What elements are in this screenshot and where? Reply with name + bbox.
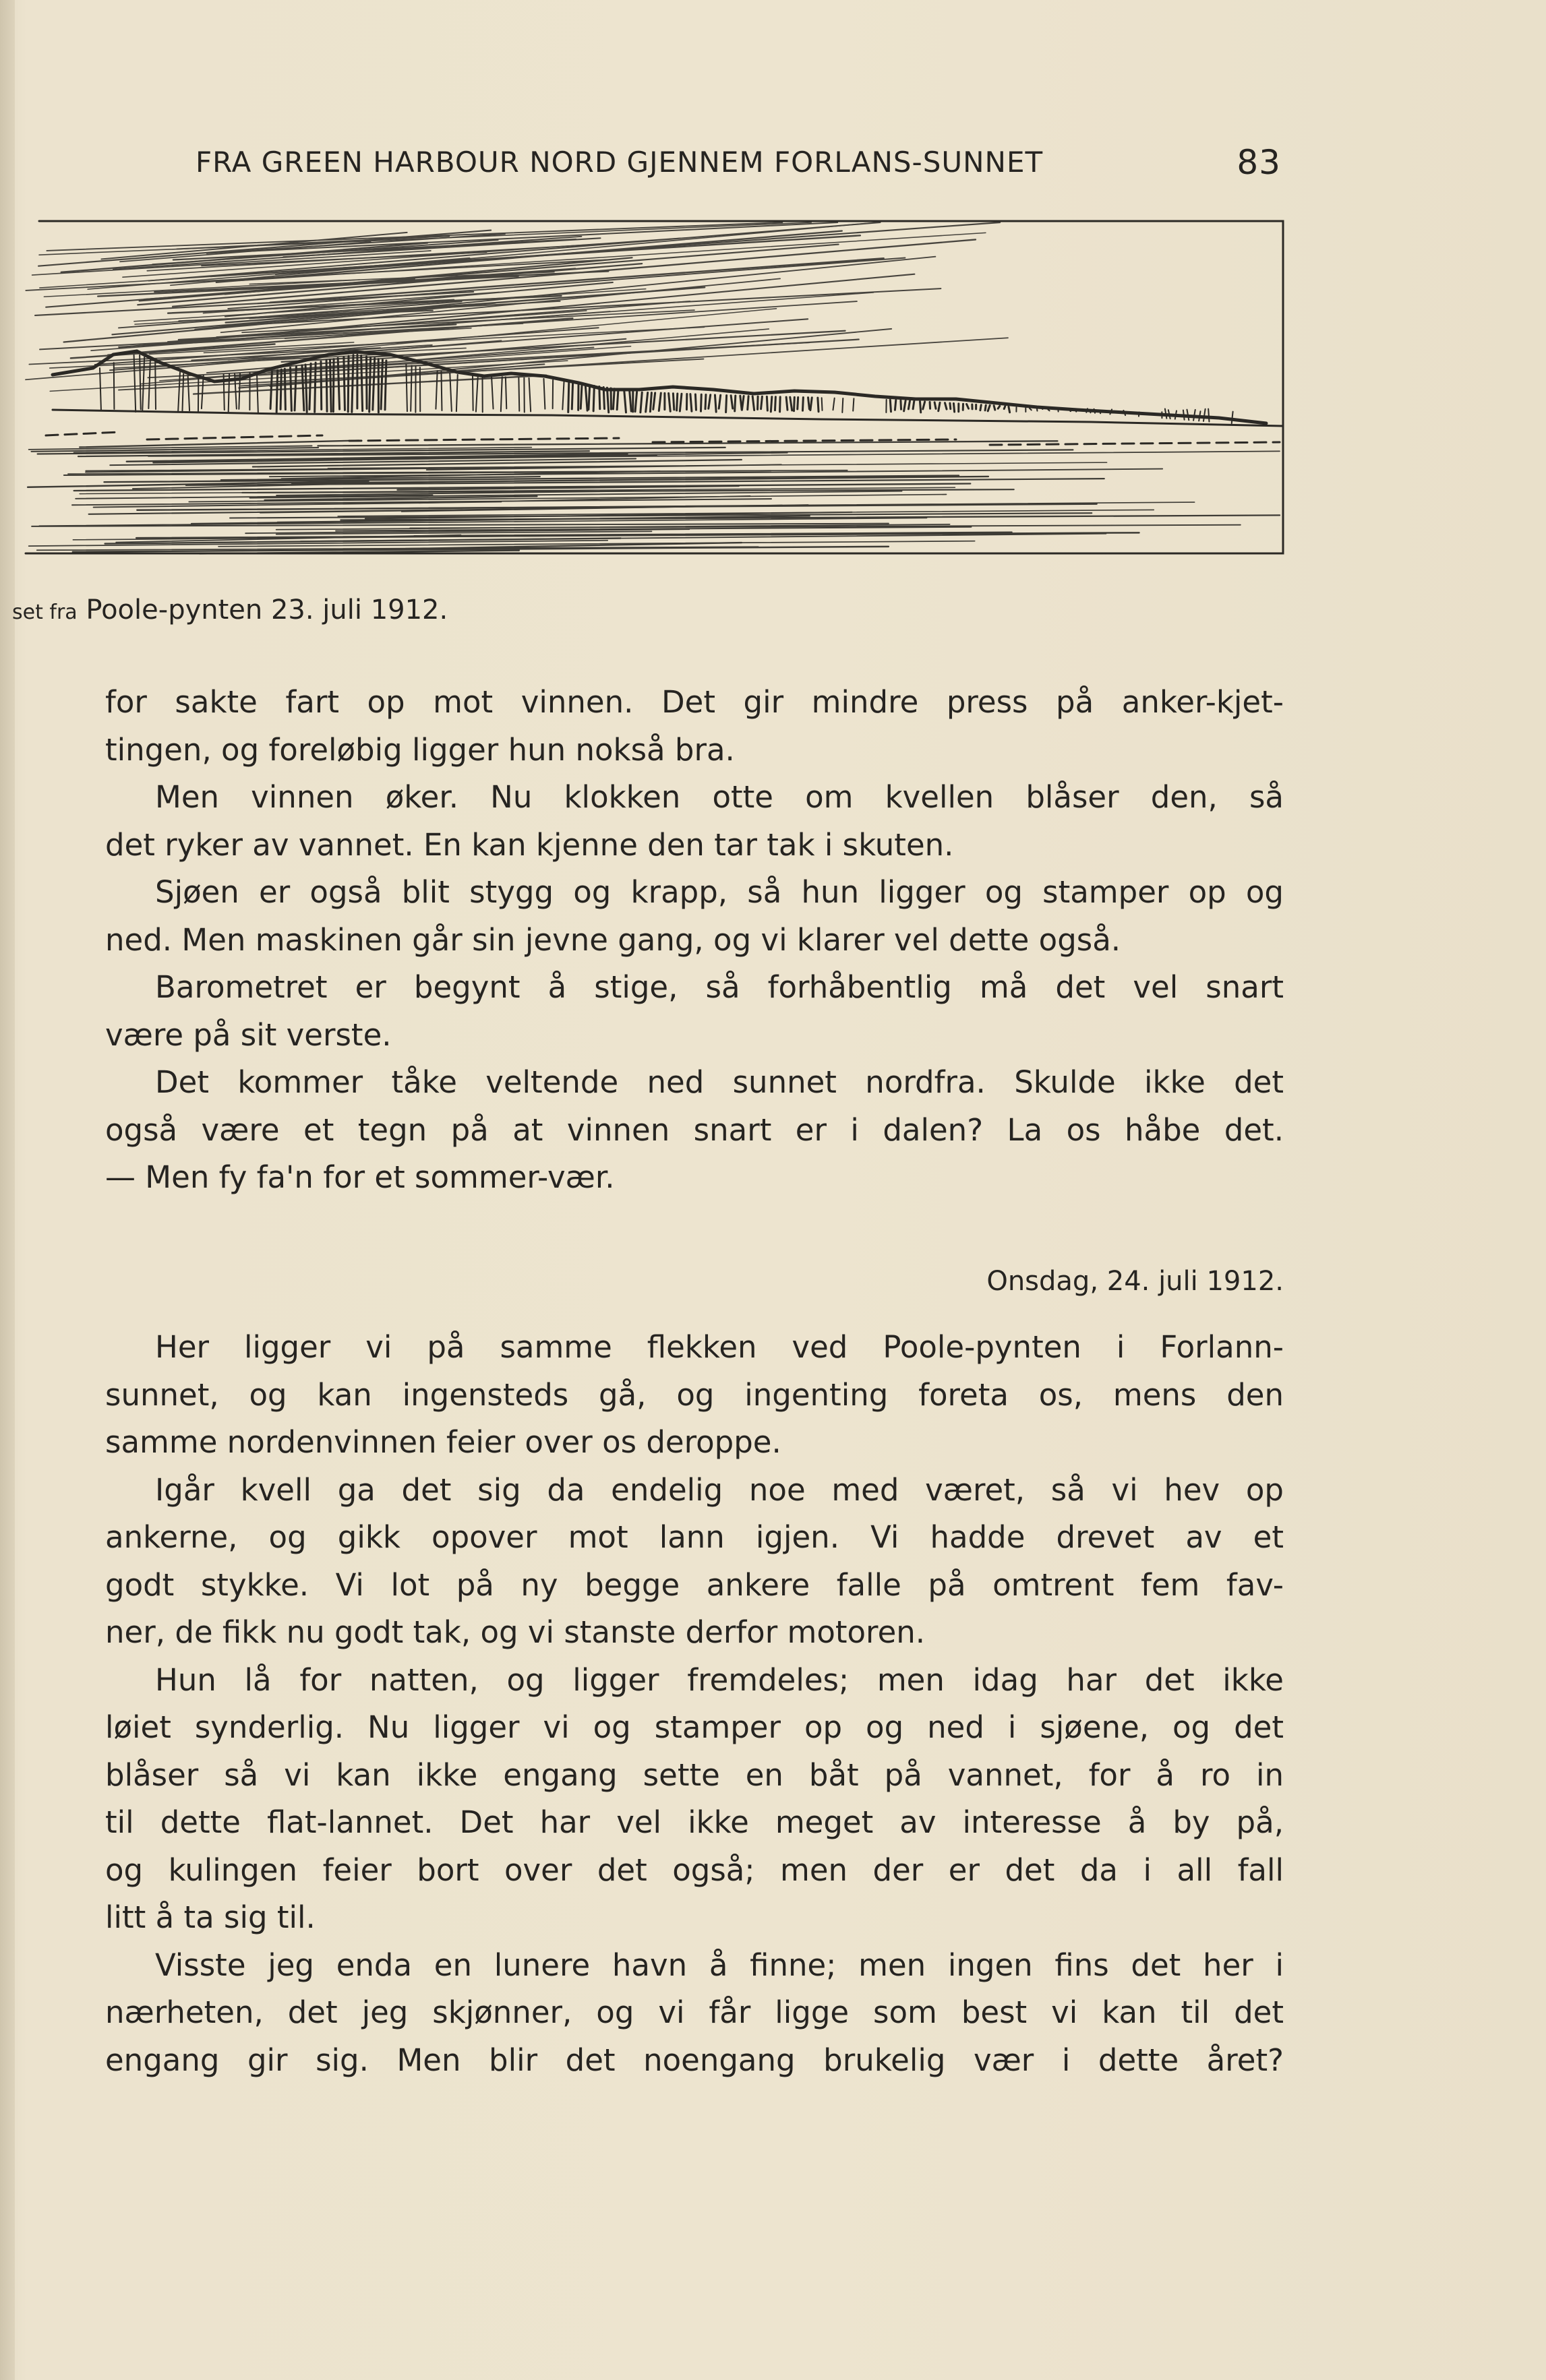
body-text-section-1	[105, 679, 1284, 1202]
running-title: FRA GREEN HARBOUR NORD GJENNEM FORLANS-SUNNET	[196, 146, 1044, 179]
text-line: tingen, og foreløbig ligger hun nokså bra.	[105, 731, 735, 768]
text-line: nærheten, det jeg skjønner, og vi får ligge som best vi kan til det	[105, 1994, 1284, 2030]
text-line: Visste jeg enda en lunere havn å finne; men ingen fins det her i	[155, 1947, 1284, 1983]
text-line: løiet synderlig. Nu ligger vi og stamper op og ned i sjøene, og det	[105, 1709, 1284, 1745]
body-text-section-2	[105, 1324, 1284, 2084]
text-line: Barometret er begynt å stige, så forhåbentlig må det vel snart	[155, 969, 1284, 1005]
text-line: være på sit verste.	[105, 1016, 392, 1053]
text-line: Hun lå for natten, og ligger fremdeles; men idag har det ikke	[155, 1661, 1284, 1698]
text-line: litt å ta sig til.	[105, 1899, 316, 1935]
text-line: Her ligger vi på samme flekken ved Poole-pynten i Forlann-	[155, 1329, 1284, 1365]
text-line: engang gir sig. Men blir det noengang brukelig vær i dette året?	[105, 2042, 1284, 2078]
diary-date-heading: Onsdag, 24. juli 1912.	[986, 1266, 1284, 1297]
text-line: Men vinnen øker. Nu klokken otte om kvellen blåser den, så	[155, 779, 1284, 815]
text-line: godt stykke. Vi lot på ny begge ankere falle på omtrent fem fav-	[105, 1566, 1284, 1603]
caption-text: Poole-pynten 23. juli 1912.	[86, 594, 448, 625]
figure-caption	[12, 590, 448, 633]
text-line: til dette flat-lannet. Det har vel ikke meget av interesse å by på,	[105, 1804, 1284, 1840]
text-line: ankerne, og gikk opover mot lann igjen. Vi hadde drevet av et	[105, 1519, 1284, 1555]
text-line: blåser så vi kan ikke engang sette en båt på vannet, for å ro in	[105, 1757, 1284, 1793]
text-line: det ryker av vannet. En kan kjenne den tar tak i skuten.	[105, 826, 954, 863]
text-line: og kulingen feier bort over det også; men der er det da i all fall	[105, 1852, 1284, 1888]
etched-coastline-drawing	[12, 213, 1286, 563]
text-line: Det kommer tåke veltende ned sunnet nordfra. Skulde ikke det	[155, 1064, 1284, 1100]
caption-prefix: set fra	[12, 601, 78, 624]
text-line: — Men fy fa'n for et sommer-vær.	[105, 1159, 615, 1195]
landscape-illustration	[12, 213, 1286, 563]
page-number: 83	[1237, 143, 1281, 182]
running-header	[196, 139, 1281, 186]
text-line: også være et tegn på at vinnen snart er i dalen? La os håbe det.	[105, 1111, 1284, 1148]
text-line: samme nordenvinnen feier over os deroppe.	[105, 1424, 781, 1460]
text-line: Sjøen er også blit stygg og krapp, så hun ligger og stamper op og	[155, 874, 1284, 910]
text-line: ned. Men maskinen går sin jevne gang, og vi klarer vel dette også.	[105, 921, 1121, 958]
text-line: Igår kvell ga det sig da endelig noe med været, så vi hev op	[155, 1471, 1284, 1508]
text-line: for sakte fart op mot vinnen. Det gir mindre press på anker-kjet-	[105, 684, 1284, 720]
text-line: ner, de fikk nu godt tak, og vi stanste derfor motoren.	[105, 1614, 926, 1650]
text-line: sunnet, og kan ingensteds gå, og ingenting foreta os, mens den	[105, 1376, 1284, 1413]
